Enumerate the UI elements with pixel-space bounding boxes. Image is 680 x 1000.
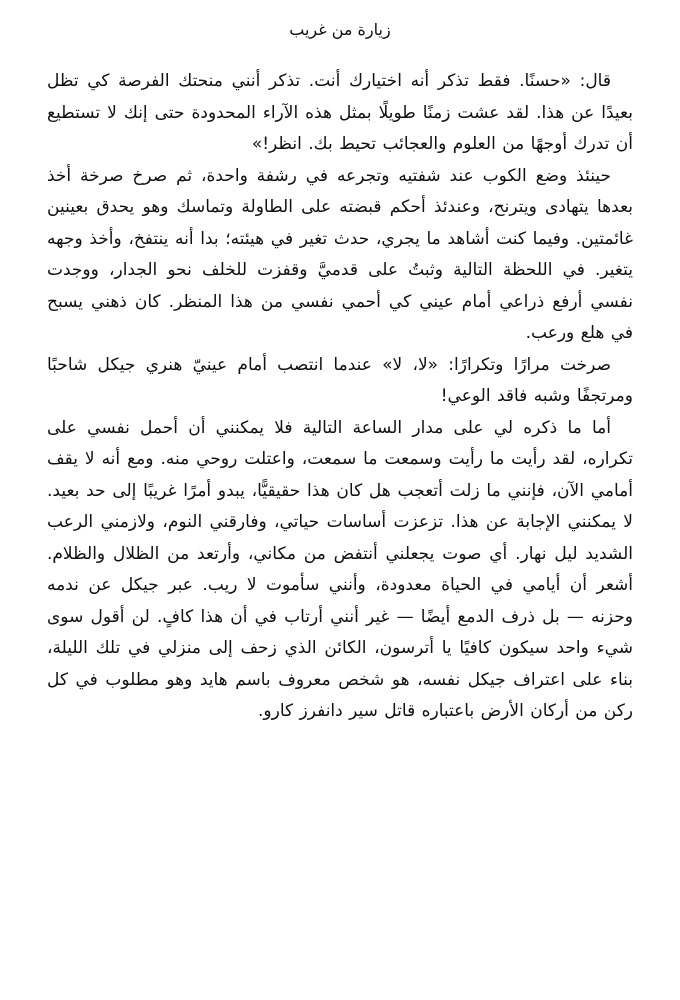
running-title: زيارة من غريب [289,20,391,39]
paragraph-1: قال: «حسنًا. فقط تذكر أنه اختيارك أنت. تذكر أنني منحتك الفرصة كي تظل بعيدًا عن هذا. لقد عشت زمنًا طويلًا بمثل هذه الآراء المحدودة حتى إنك لا تستطيع أن تدرك أوجهًا من العلوم والعجائب تحيط بك. انظر!» [47,71,633,154]
paragraph-2: حينئذ وضع الكوب عند شفتيه وتجرعه في رشفة واحدة، ثم صرخ صرخة أخذ بعدها يتهادى ويترنح، وعندئذ أحكم قبضته على الطاولة وتماسك وهو يحدق بعينين غائمتين. وفيما كنت أشاهد ما يجري، حدث تغير في هيئته؛ بدا أنه ينتفخ، وأخذ وجهه يتغير. في اللحظة التالية وثبتُ على قدميَّ وقفزت للخلف نحو الجدار، ووجدت نفسي أرفع ذراعي أمام عيني كي أحمي نفسي من هذا المنظر. كان ذهني يسبح في هلع ورعب. [47,165,633,343]
body-text [47,66,633,728]
paragraph-4: أما ما ذكره لي على مدار الساعة التالية فلا يمكنني أن أحمل نفسي على تكراره، لقد رأيت ما رأيت وسمعت ما سمعت، واعتلت روحي منه. ومع أنه لا يقف أمامي الآن، فإنني ما زلت أتعجب هل كان هذا حقيقيًّا، يبدو أمرًا غريبًا إلى حد بعيد. لا يمكنني الإجابة عن هذا. تزعزت أساسات حياتي، وفارقني النوم، ولازمني الرعب الشديد ليل نهار. أي صوت يجعلني أنتفض من مكاني، وأرتعد من الظلال والظلام. أشعر أن أيامي في الحياة معدودة، وأنني سأموت لا ريب. عبر جيكل عن ندمه وحزنه — بل ذرف الدمع أيضًا — غير أنني أرتاب في أن هذا كافٍ. لن أقول سوى شيء واحد سيكون كافيًا يا أترسون، الكائن الذي زحف إلى منزلي في تلك الليلة، بناء على اعتراف جيكل نفسه، هو شخص معروف باسم هايد وهو مطلوب في كل ركن من أركان الأرض باعتباره قاتل سير دانفرز كارو. [47,417,633,721]
paragraph-3: صرخت مرارًا وتكرارًا: «لا، لا» عندما انتصب أمام عينيّ هنري جيكل شاحبًا ومرتجفًا وشبه فاقد الوعي! [47,354,633,406]
